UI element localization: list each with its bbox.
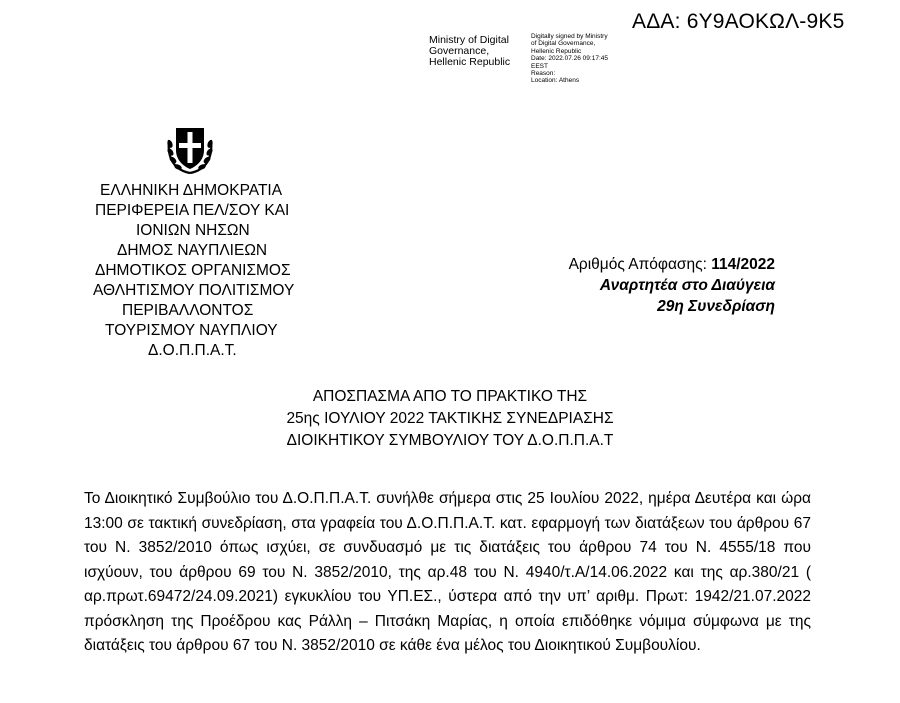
authority-line: Δ.Ο.Π.Π.Α.Τ. [148,342,237,359]
digital-signature-details [531,33,608,85]
decision-info [450,254,775,317]
signature-detail-line: Digitally signed by Ministry [531,33,608,40]
ada-number: ΑΔΑ: 6Υ9ΑΟΚΩΛ-9Κ5 [632,10,845,33]
greek-coat-of-arms-icon [164,122,216,176]
decision-number: 114/2022 [711,256,775,273]
posting-note: Αναρτητέα στο Διαύγεια [599,277,775,294]
authority-line: ΔΗΜΟΣ ΝΑΥΠΛΙΕΩΝ [117,242,268,259]
session-number: 29η Συνεδρίαση [657,298,775,315]
authority-line: ΑΘΛΗΤΙΣΜΟΥ ΠΟΛΙΤΙΣΜΟΥ [93,282,295,299]
excerpt-line: ΑΠΟΣΠΑΣΜΑ ΑΠΟ ΤΟ ΠΡΑΚΤΙΚΟ ΤΗΣ [312,388,588,405]
signer-line: Ministry of Digital [429,34,509,46]
signature-detail-line: EEST [531,62,548,70]
signature-detail-line: Hellenic Republic [531,47,582,55]
minutes-excerpt-title [250,386,650,452]
signer-line: Governance, [429,45,490,57]
signature-detail-line: Location: Athens [531,77,580,85]
authority-line: ΕΛΛΗΝΙΚΗ ΔΗΜΟΚΡΑΤΙΑ [100,182,283,199]
excerpt-line: ΔΙΟΙΚΗΤΙΚΟΥ ΣΥΜΒΟΥΛΙΟΥ ΤΟΥ Δ.Ο.Π.Π.Α.Τ [286,432,614,449]
decision-number-label: Αριθμός Απόφασης: [568,256,707,273]
authority-line: ΤΟΥΡΙΣΜΟΥ ΝΑΥΠΛΙΟΥ [105,322,278,339]
signature-detail-line: Reason: [531,70,556,78]
body-paragraph: Το Διοικητικό Συμβούλιο του Δ.Ο.Π.Π.Α.Τ. συνήλθε σήμερα στις 25 Ιουλίου 2022, ημέρα Δευτέρα και ώρα 13:00 σε τακτική συνεδρίαση, στα γραφεία του Δ.Ο.Π.Π.Α.Τ. κατ. εφαρμογή των διατάξεων του άρθρου 67 του Ν. 3852/2010 όπως ισχύει, σε συνδυασμό με τις διατάξεις του άρθρου 74 του Ν. 4555/18 που ισχύουν, του άρθρου 69 του Ν. 3852/2010, της αρ.48 του Ν. 4940/τ.Α/14.06.2022 και της αρ.380/21 ( αρ.πρωτ.69472/24.09.2021) εγκυκλίου του ΥΠ.ΕΣ., ύστερα από την υπ’ αριθμ. Πρωτ: 1942/21.07.2022 πρόσκληση της Προέδρου κας Ράλλη – Πιτσάκη Μαρίας, η οποία επιδόθηκε νόμιμα σύμφωνα με της διατάξεις του άρθρου 67 του Ν. 3852/2010 σε κάθε ένα μέλος του Διοικητικού Συμβουλίου. [84,490,811,654]
excerpt-line: 25ης ΙΟΥΛΙΟΥ 2022 ΤΑΚΤΙΚΗΣ ΣΥΝΕΔΡΙΑΣΗΣ [286,410,614,427]
signature-detail-line: Date: 2022.07.26 09:17:45 [531,55,608,63]
decision-number-line [450,254,775,275]
authority-line: ΠΕΡΙΦΕΡΕΙΑ ΠΕΛ/ΣΟΥ ΚΑΙ [95,202,290,219]
authority-line: ΠΕΡΙΒΑΛΛΟΝΤΟΣ [122,302,254,319]
authority-line: ΙΟΝΙΩΝ ΝΗΣΩΝ [136,222,250,239]
authority-line: ΔΗΜΟΤΙΚΟΣ ΟΡΓΑΝΙΣΜΟΣ [95,262,291,279]
signature-detail-line: of Digital Governance, [531,40,596,48]
signer-line: Hellenic Republic [429,56,511,68]
issuing-authority [60,181,360,361]
digital-signer-name [429,35,510,68]
